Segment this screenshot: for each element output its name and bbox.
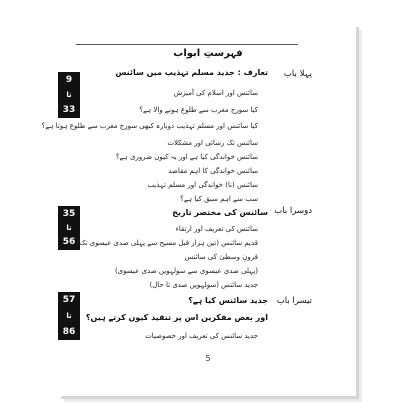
toc-entry: کیا سائنس اور مسلم تہذیب دوبارہ کبھی سورج مغرب سے طلوع ہوتا ہے؟ bbox=[41, 122, 258, 130]
toc-entry: جدید سائنس کی تعریف اور خصوصیات bbox=[145, 332, 258, 340]
toc-entry: تعارف : جدید مسلم تہذیب میں سائنس bbox=[115, 68, 268, 77]
toc-entry: سائنس خواندگی کا اہم مقاصد bbox=[168, 167, 258, 175]
chapter-3-range-sep: تا bbox=[66, 312, 72, 320]
toc-entry: (پہلی صدی عیسوی سے سولہویں صدی عیسوی) bbox=[114, 267, 258, 275]
chapter-1-label: پہلا باب bbox=[283, 69, 312, 79]
toc-entry: سائنس کی مختصر تاریخ bbox=[172, 208, 268, 217]
page-number: 5 bbox=[205, 354, 211, 363]
toc-entry: سائنس کی تعریف اور ارتقاء bbox=[175, 225, 258, 233]
toc-entry: قدیم سائنس (تین ہزار قبل مسیح سے پہلی صدی عیسوی تک) bbox=[76, 239, 258, 247]
toc-entry: سائنس (نا) خواندگی اور مسلم تہذیب bbox=[147, 181, 258, 189]
top-rule bbox=[76, 44, 298, 45]
chapter-2-start-page: 35 bbox=[62, 209, 76, 219]
toc-entry: اور بعض مفکرین اس پر تنقید کیوں کرتے ہیں؟ bbox=[85, 313, 268, 322]
toc-entry: جدید سائنس کیا ہے؟ bbox=[188, 296, 268, 305]
toc-entry: سائنس اور اسلام کی آمیزش bbox=[173, 89, 258, 97]
chapter-1-page-range bbox=[58, 72, 80, 118]
toc-entry: قرونِ وسطیٰ کی سائنس bbox=[184, 253, 258, 261]
chapter-1-start-page: 9 bbox=[65, 75, 73, 85]
toc-title: فہرستِ ابواب bbox=[173, 48, 243, 59]
toc-entry: کیا سورج مغرب سے طلوع ہونے والا ہے؟ bbox=[139, 106, 258, 114]
chapter-2-range-sep: تا bbox=[66, 224, 72, 232]
chapter-3-start-page: 57 bbox=[62, 295, 76, 305]
toc-entry: سائنس خواندگی کیا ہے اور یہ کیوں ضروری ہے؟ bbox=[115, 153, 258, 161]
toc-entry: جدید سائنس (سولہویں صدی تا حال) bbox=[149, 281, 258, 289]
toc-entry: سائنس تک رسائی اور مشکلات bbox=[167, 139, 258, 147]
chapter-1-range-sep: تا bbox=[66, 91, 72, 99]
chapter-3-end-page: 86 bbox=[62, 327, 76, 337]
chapter-2-end-page: 56 bbox=[62, 237, 76, 247]
chapter-3-label: تیسرا باب bbox=[276, 296, 312, 306]
chapter-3-page-range bbox=[58, 292, 80, 340]
chapter-2-label: دوسرا باب bbox=[274, 206, 312, 216]
chapter-1-end-page: 33 bbox=[62, 105, 76, 115]
toc-entry: سب سے اہم سبق کیا ہے؟ bbox=[180, 195, 258, 203]
